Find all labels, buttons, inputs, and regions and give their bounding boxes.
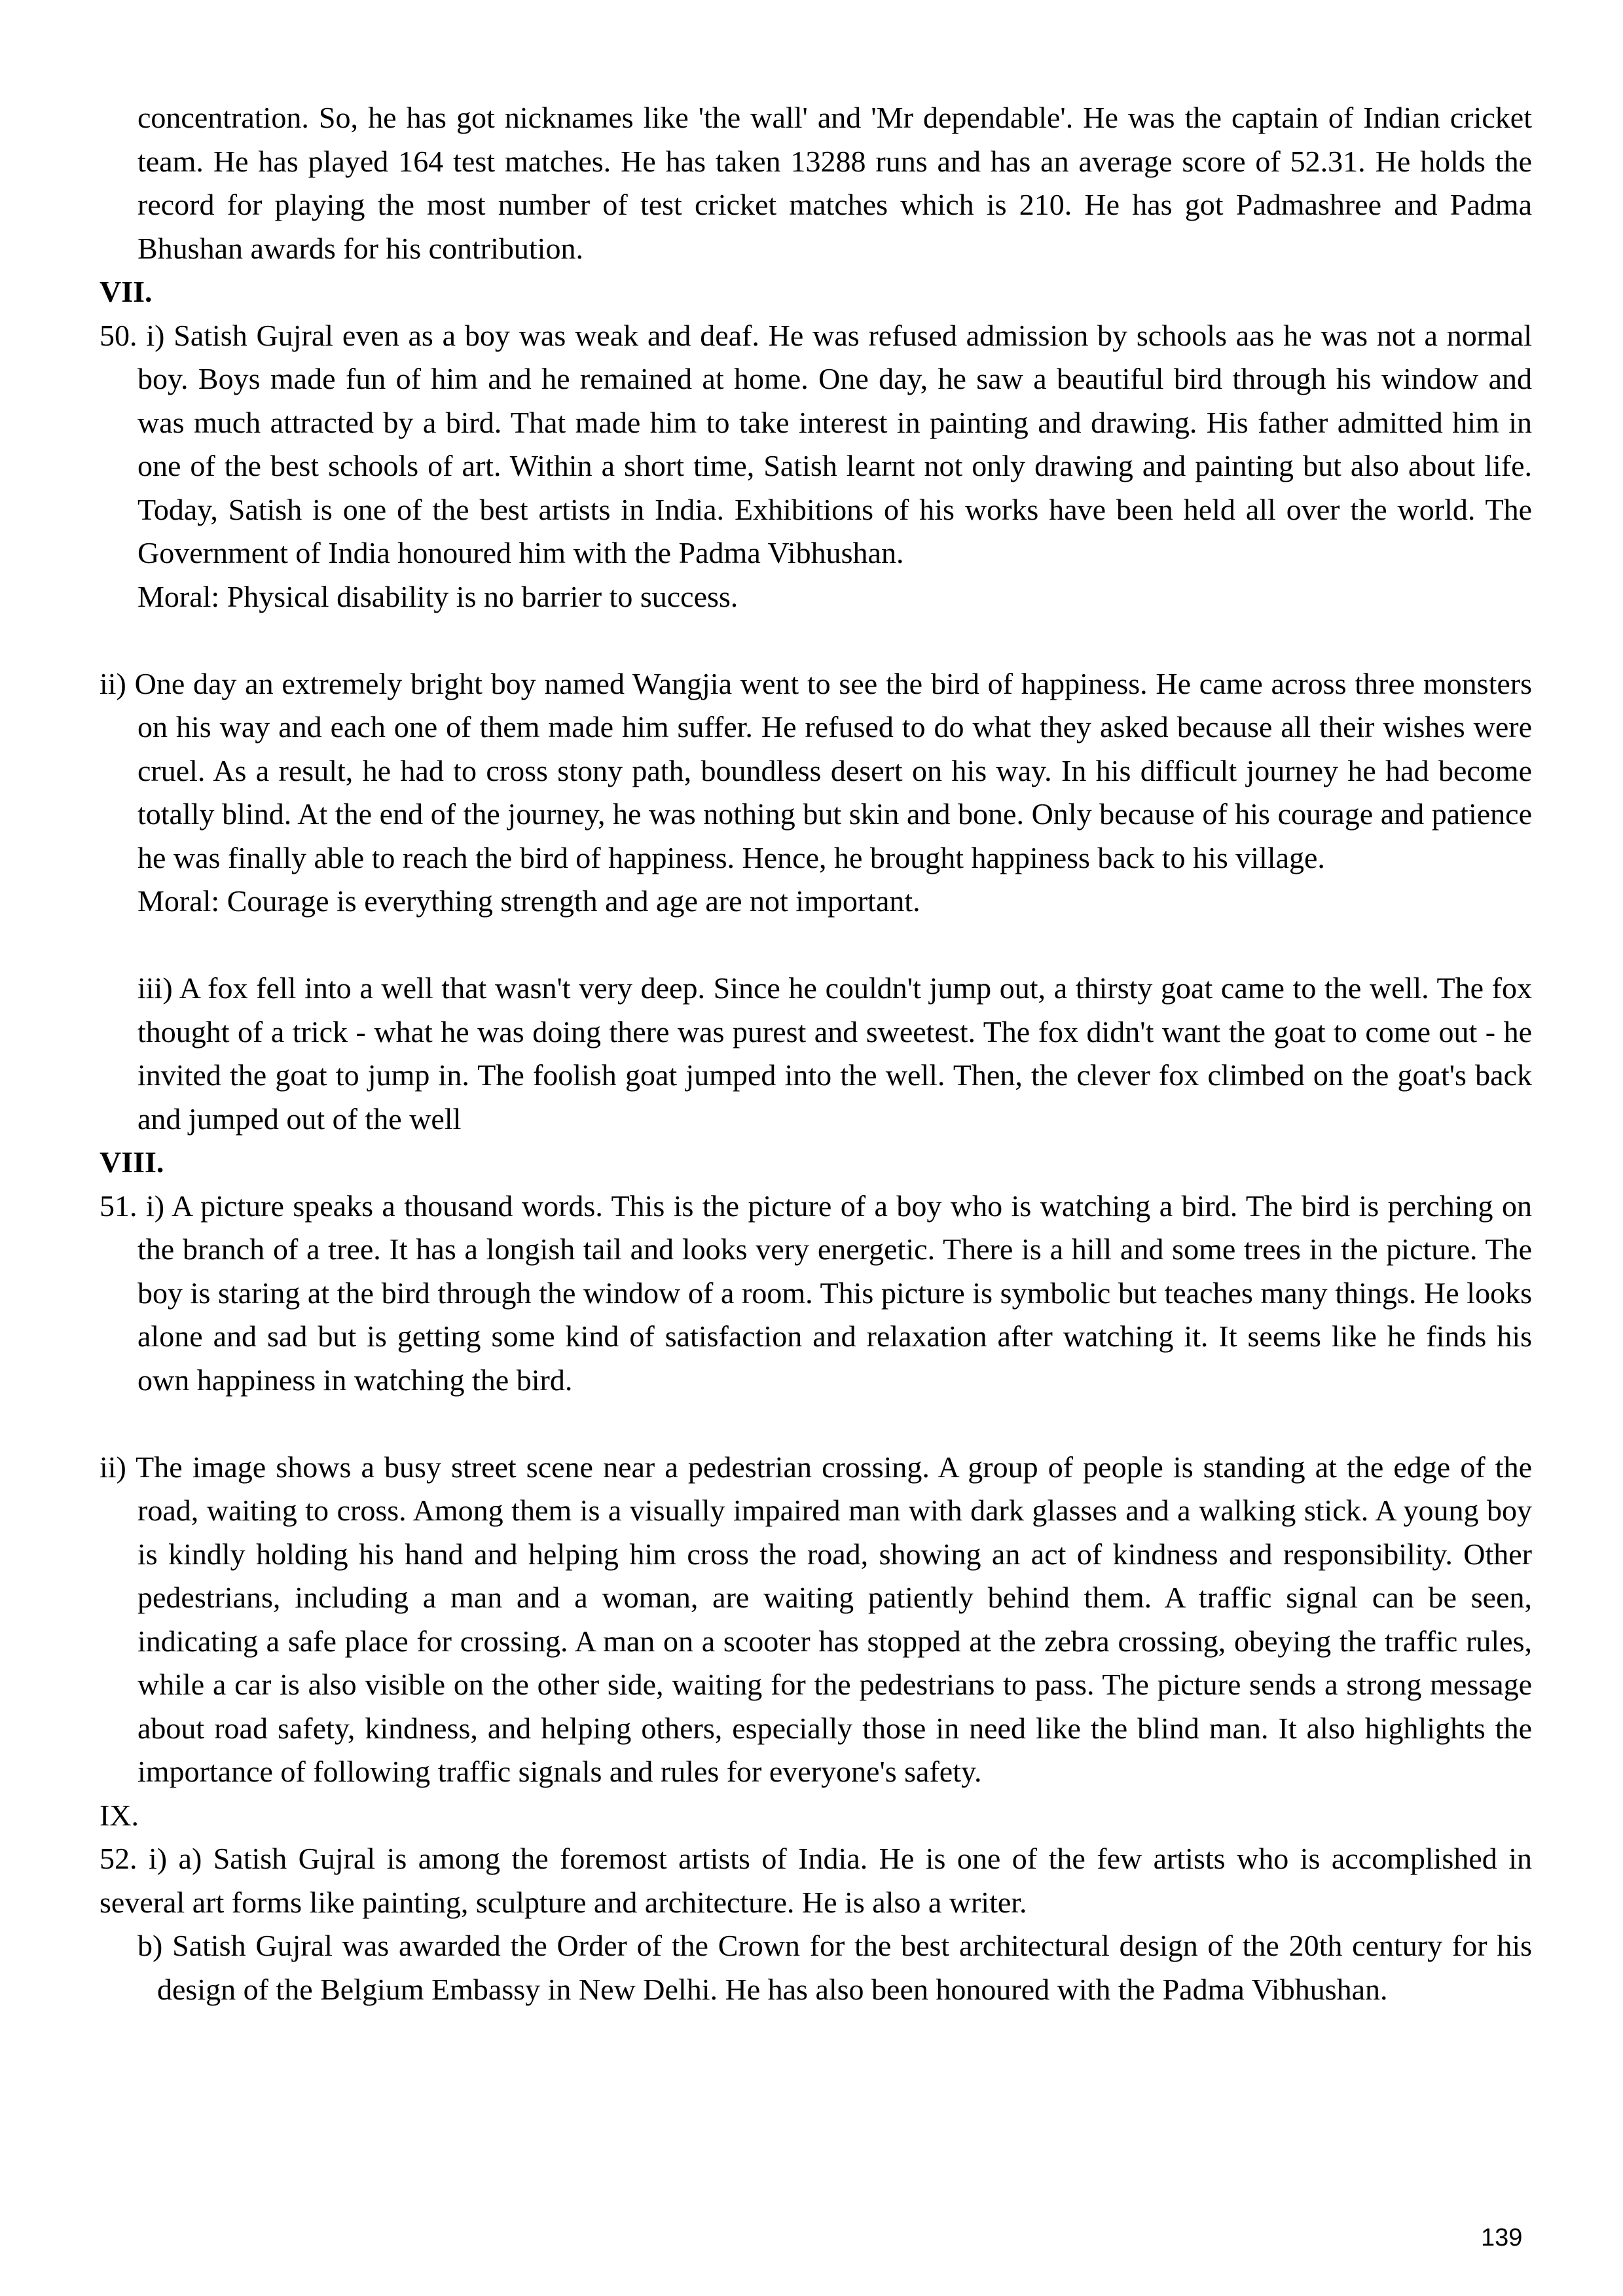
section-ix xyxy=(100,1794,1532,2012)
intro-paragraph: concentration. So, he has got nicknames like 'the wall' and 'Mr dependable'. He was the captain of Indian cricket team. He has played 164 test matches. He has taken 13288 runs and has an average score of 52.31. He holds the record for playing the most number of test cricket matches which is 210. He has got Padmashree and Padma Bhushan awards for his contribution. xyxy=(137,101,1532,265)
section-vii xyxy=(100,270,1532,1141)
answer-51-i: 51. i) A picture speaks a thousand words. This is the picture of a boy who is watching a bird. The bird is perching on the branch of a tree. It has a longish tail and looks very energetic. There is a hill and some trees in the picture. The boy is staring at the bird through the window of a room. This picture is symbolic but teaches many things. He looks alone and sad but is getting some kind of satisfaction and relaxation after watching it. It seems like he finds his own happiness in watching the bird. xyxy=(100,1189,1532,1397)
section-heading: VII. xyxy=(100,275,153,308)
section-heading: VIII. xyxy=(100,1145,164,1179)
answer-50-ii: ii) One day an extremely bright boy named Wangjia went to see the bird of happiness. He came across three monsters on his way and each one of them made him suffer. He refused to do what they asked because all their wishes were cruel. As a result, he had to cross stony path, boundless desert on his way. In his difficult journey he had become totally blind. At the end of the journey, he was nothing but skin and bone. Only because of his courage and patience he was finally able to reach the bird of happiness. Hence, he brought happiness back to his village. xyxy=(100,666,1532,874)
spacer xyxy=(100,1402,1532,1446)
moral-50-ii: Moral: Courage is everything strength and age are not important. xyxy=(137,884,921,918)
answer-50-iii: iii) A fox fell into a well that wasn't very deep. Since he couldn't jump out, a thirsty goat came to the well. The fox thought of a trick - what he was doing there was purest and sweetest. The fox didn't want the goat to come out - he invited the goat to jump in. The foolish goat jumped into the well. Then, the clever fox climbed on the goat's back and jumped out of the well xyxy=(137,971,1532,1136)
spacer xyxy=(100,619,1532,662)
page-number: 139 xyxy=(1481,2224,1523,2251)
moral-50-i: Moral: Physical disability is no barrier to success. xyxy=(137,579,739,613)
answer-50-i: 50. i) Satish Gujral even as a boy was weak and deaf. He was refused admission by schools aas he was not a normal boy. Boys made fun of him and he remained at home. One day, he saw a beautiful bird through his window and was much attracted by a bird. That made him to take interest in painting and drawing. His father admitted him in one of the best schools of art. Within a short time, Satish learnt not only drawing and painting but also about life. Today, Satish is one of the best artists in India. Exhibitions of his works have been held all over the world. The Government of India honoured him with the Padma Vibhushan. xyxy=(100,318,1532,569)
answer-52-i-a: 52. i) a) Satish Gujral is among the foremost artists of India. He is one of the few artists who is accomplished in several art forms like painting, sculpture and architecture. He is also a writer. xyxy=(100,1842,1532,1919)
section-heading: IX. xyxy=(100,1798,139,1832)
answer-52-i-b: b) Satish Gujral was awarded the Order of the Crown for the best architectural design of the 20th century for his design of the Belgium Embassy in New Delhi. He has also been honoured with the Padma Vibhushan. xyxy=(137,1929,1532,2006)
section-viii xyxy=(100,1141,1532,1794)
spacer xyxy=(100,924,1532,967)
answer-51-ii: ii) The image shows a busy street scene near a pedestrian crossing. A group of people is standing at the edge of the road, waiting to cross. Among them is a visually impaired man with dark glasses and a walking stick. A young boy is kindly holding his hand and helping him cross the road, showing an act of kindness and responsibility. Other pedestrians, including a man and a woman, are waiting patiently behind them. A traffic signal can be seen, indicating a safe place for crossing. A man on a scooter has stopped at the zebra crossing, obeying the traffic rules, while a car is also visible on the other side, waiting for the pedestrians to pass. The picture sends a strong message about road safety, kindness, and helping others, especially those in need like the blind man. It also highlights the importance of following traffic signals and rules for everyone's safety. xyxy=(100,1450,1532,1788)
document-page xyxy=(100,96,1532,2011)
